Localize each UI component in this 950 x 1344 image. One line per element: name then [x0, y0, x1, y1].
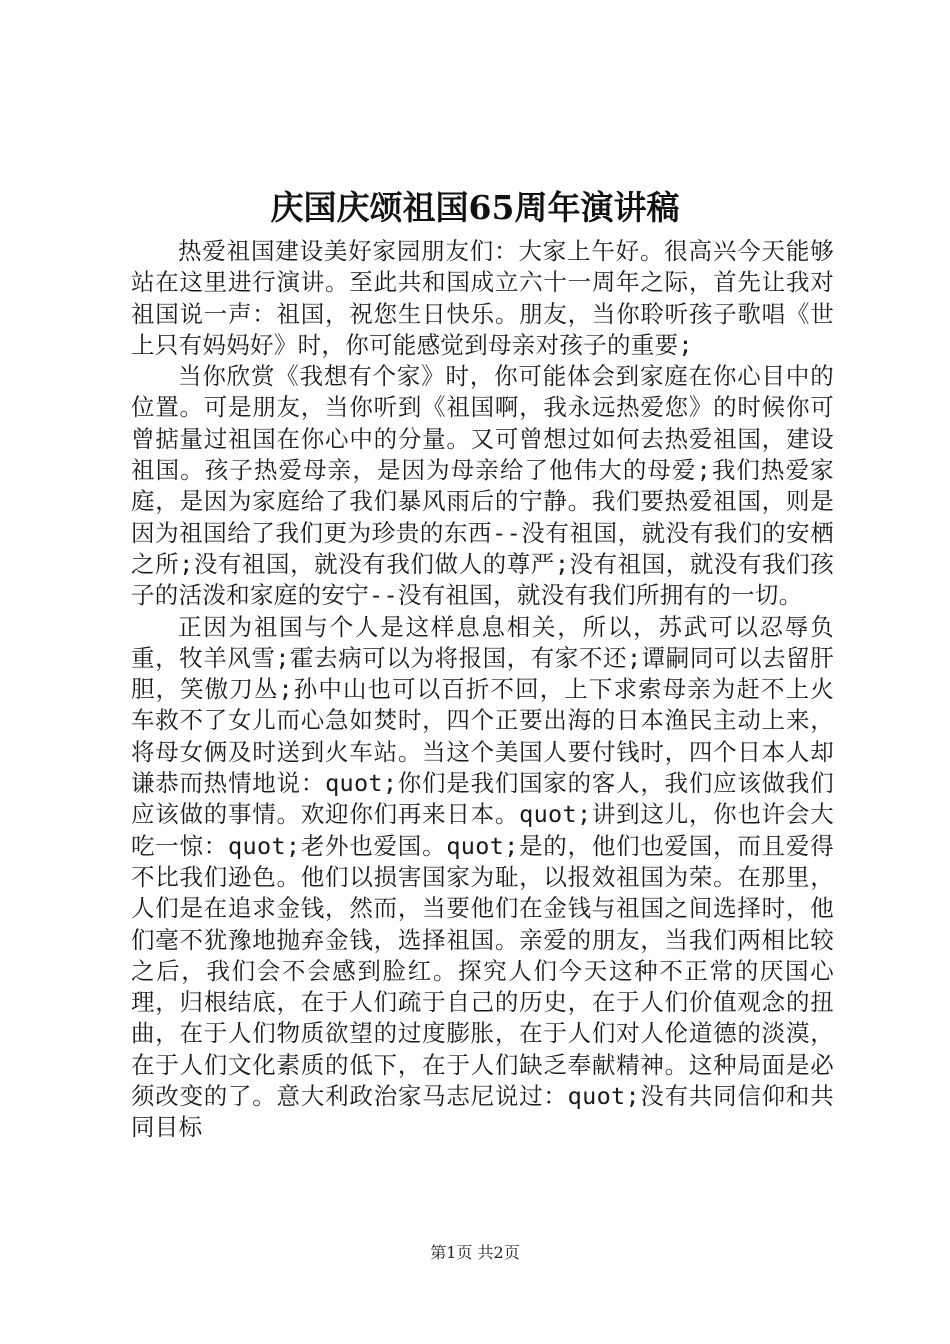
page-number-footer: 第1页 共2页 — [430, 1243, 520, 1262]
document-body — [131, 236, 834, 1144]
paragraph-1: 热爱祖国建设美好家园朋友们：大家上午好。很高兴今天能够站在这里进行演讲。至此共和国成立六十一周年之际，首先让我对祖国说一声：祖国，祝您生日快乐。朋友，当你聆听孩子歌唱《世上只有妈妈好》时，你可能感觉到母亲对孩子的重要; — [131, 237, 834, 359]
paragraph-2: 当你欣赏《我想有个家》时，你可能体会到家庭在你心目中的位置。可是朋友，当你听到《祖国啊，我永远热爱您》的时候你可曾掂量过祖国在你心中的分量。又可曾想过如何去热爱祖国，建设祖国。孩子热爱母亲，是因为母亲给了他伟大的母爱;我们热爱家庭，是因为家庭给了我们暴风雨后的宁静。我们要热爱祖国，则是因为祖国给了我们更为珍贵的东西--没有祖国，就没有我们的安栖之所;没有祖国，就没有我们做人的尊严;没有祖国，就没有我们孩子的活泼和家庭的安宁--没有祖国，就没有我们所拥有的一切。 — [131, 362, 834, 610]
paragraph-3: 正因为祖国与个人是这样息息相关，所以，苏武可以忍辱负重，牧羊风雪;霍去病可以为将报国，有家不还;谭嗣同可以去留肝胆，笑傲刀丛;孙中山也可以百折不回，上下求索母亲为赶不上火车救不了女儿而心急如焚时，四个正要出海的日本渔民主动上来，将母女俩及时送到火车站。当这个美国人要付钱时，四个日本人却谦恭而热情地说：quot;你们是我们国家的客人，我们应该做我们应该做的事情。欢迎你们再来日本。quot;讲到这儿，你也许会大吃一惊：quot;老外也爱国。quot;是的，他们也爱国，而且爱得不比我们逊色。他们以损害国家为耻，以报效祖国为荣。在那里，人们是在追求金钱，然而，当要他们在金钱与祖国之间选择时，他们毫不犹豫地抛弃金钱，选择祖国。亲爱的朋友，当我们两相比较之后，我们会不会感到脸红。探究人们今天这种不正常的厌国心理，归根结底，在于人们疏于自己的历史，在于人们价值观念的扭曲，在于人们物质欲望的过度膨胀，在于人们对人伦道德的淡漠，在于人们文化素质的低下，在于人们缺乏奉献精神。这种局面是必须改变的了。意大利政治家马志尼说过：quot;没有共同信仰和共同目标 — [131, 612, 834, 1142]
document-title: 庆国庆颂祖国65周年演讲稿 — [270, 188, 680, 227]
